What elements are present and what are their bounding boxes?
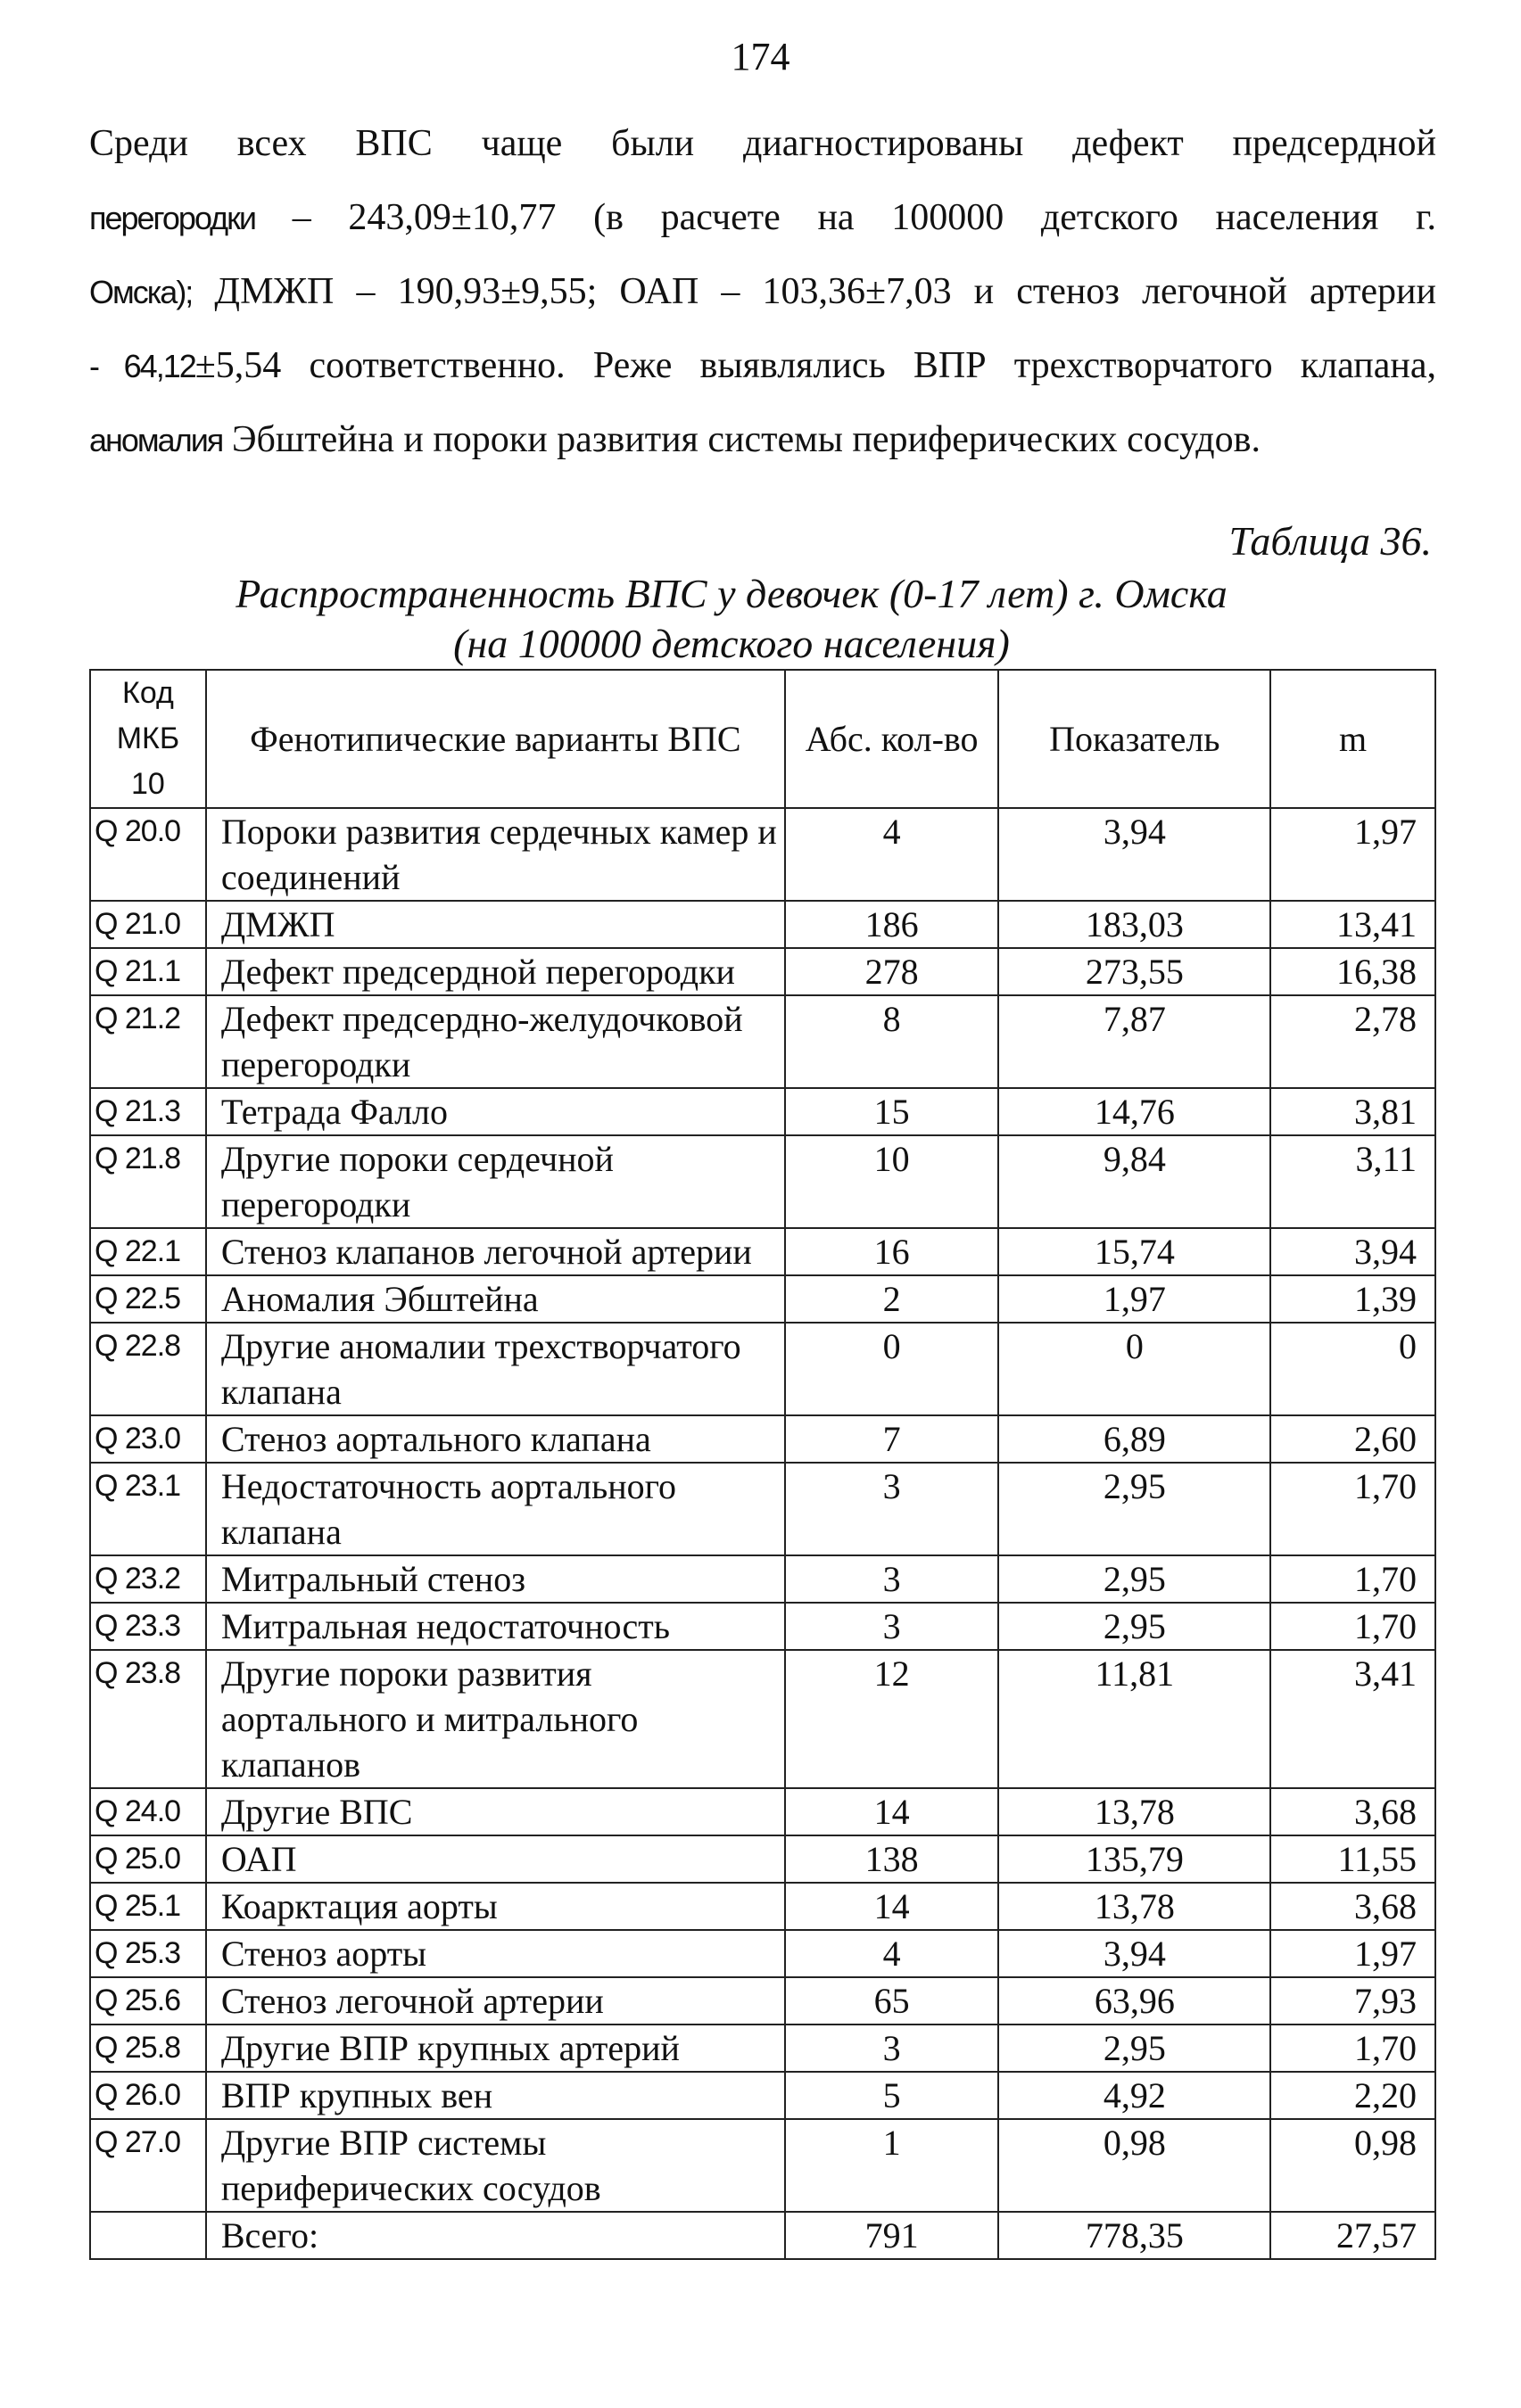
row-variant: Коарктация аорты — [206, 1883, 785, 1930]
table-row — [90, 1883, 1435, 1930]
row-m: 2,20 — [1270, 2072, 1435, 2119]
row-code: Q 21.8 — [90, 1135, 206, 1228]
header-variant: Фенотипические варианты ВПС — [206, 670, 785, 808]
row-rate: 13,78 — [998, 1788, 1270, 1835]
row-code: Q 25.0 — [90, 1835, 206, 1883]
row-count: 8 — [785, 995, 999, 1088]
row-count: 3 — [785, 1555, 999, 1603]
table-row — [90, 1603, 1435, 1650]
total-rate: 778,35 — [998, 2212, 1270, 2259]
row-count: 16 — [785, 1228, 999, 1275]
row-count: 5 — [785, 2072, 999, 2119]
row-m: 3,41 — [1270, 1650, 1435, 1788]
header-m: m — [1270, 670, 1435, 808]
total-code-cell — [90, 2212, 206, 2259]
row-m: 11,55 — [1270, 1835, 1435, 1883]
table-title-line: (на 100000 детского населения) — [453, 621, 1010, 666]
row-m: 2,60 — [1270, 1415, 1435, 1463]
row-m: 1,70 — [1270, 1555, 1435, 1603]
row-m: 3,68 — [1270, 1788, 1435, 1835]
table-row — [90, 2119, 1435, 2212]
row-code: Q 24.0 — [90, 1788, 206, 1835]
row-variant: Митральная недостаточность — [206, 1603, 785, 1650]
row-code: Q 23.1 — [90, 1463, 206, 1555]
table-label: Таблица 36. — [1228, 518, 1432, 564]
row-rate: 0,98 — [998, 2119, 1270, 2212]
row-code: Q 22.5 — [90, 1275, 206, 1323]
row-count: 4 — [785, 808, 999, 901]
row-variant: Стеноз легочной артерии — [206, 1977, 785, 2025]
table-row — [90, 1788, 1435, 1835]
header-rate: Показатель — [998, 670, 1270, 808]
row-variant: Дефект предсердно-желудочковой перегородки — [206, 995, 785, 1088]
row-count: 278 — [785, 948, 999, 995]
paragraph-line: Среди всех ВПС чаще были диагностированы дефект предсердной — [89, 123, 1436, 164]
table-row — [90, 1930, 1435, 1977]
row-rate: 9,84 — [998, 1135, 1270, 1228]
row-code: Q 22.8 — [90, 1323, 206, 1415]
row-count: 3 — [785, 1603, 999, 1650]
row-rate: 183,03 — [998, 901, 1270, 948]
paragraph-line: аномалия Эбштейна и пороки развития системы периферических сосудов. — [89, 419, 1261, 460]
row-count: 138 — [785, 1835, 999, 1883]
row-count: 4 — [785, 1930, 999, 1977]
row-variant: Аномалия Эбштейна — [206, 1275, 785, 1323]
row-variant: Стеноз аорты — [206, 1930, 785, 1977]
row-code: Q 21.2 — [90, 995, 206, 1088]
row-m: 3,94 — [1270, 1228, 1435, 1275]
row-code: Q 21.1 — [90, 948, 206, 995]
row-variant: Митральный стеноз — [206, 1555, 785, 1603]
row-rate: 4,92 — [998, 2072, 1270, 2119]
table-row — [90, 1463, 1435, 1555]
row-count: 15 — [785, 1088, 999, 1135]
table-row — [90, 901, 1435, 948]
table-row — [90, 2072, 1435, 2119]
row-variant: Дефект предсердной перегородки — [206, 948, 785, 995]
row-rate: 2,95 — [998, 1463, 1270, 1555]
page-number: 174 — [731, 35, 790, 78]
body-paragraph — [89, 107, 1436, 477]
row-count: 0 — [785, 1323, 999, 1415]
row-m: 2,78 — [1270, 995, 1435, 1088]
header-count: Абс. кол-во — [785, 670, 999, 808]
row-m: 3,81 — [1270, 1088, 1435, 1135]
row-code: Q 23.8 — [90, 1650, 206, 1788]
table-title-line: Распространенность ВПС у девочек (0-17 лет) г. Омска — [236, 571, 1228, 616]
row-rate: 7,87 — [998, 995, 1270, 1088]
total-m: 27,57 — [1270, 2212, 1435, 2259]
row-rate: 15,74 — [998, 1228, 1270, 1275]
paragraph-line: Омска); ДМЖП – 190,93±9,55; ОАП – 103,36±7,03 и стеноз легочной артерии — [89, 271, 1436, 312]
row-code: Q 26.0 — [90, 2072, 206, 2119]
row-count: 186 — [785, 901, 999, 948]
table-row — [90, 1228, 1435, 1275]
row-rate: 1,97 — [998, 1275, 1270, 1323]
row-code: Q 21.3 — [90, 1088, 206, 1135]
row-variant: ОАП — [206, 1835, 785, 1883]
row-m: 1,70 — [1270, 2025, 1435, 2072]
row-m: 0,98 — [1270, 2119, 1435, 2212]
row-count: 1 — [785, 2119, 999, 2212]
paragraph-line: перегородки – 243,09±10,77 (в расчете на 100000 детского населения г. — [89, 197, 1436, 238]
header-code: Код МКБ 10 — [90, 670, 206, 808]
table-row — [90, 1135, 1435, 1228]
row-rate: 2,95 — [998, 2025, 1270, 2072]
row-m: 3,68 — [1270, 1883, 1435, 1930]
row-code: Q 22.1 — [90, 1228, 206, 1275]
table-row — [90, 995, 1435, 1088]
row-variant: Стеноз аортального клапана — [206, 1415, 785, 1463]
row-code: Q 25.1 — [90, 1883, 206, 1930]
row-variant: Другие пороки сердечной перегородки — [206, 1135, 785, 1228]
row-m: 3,11 — [1270, 1135, 1435, 1228]
table-row — [90, 1323, 1435, 1415]
row-count: 7 — [785, 1415, 999, 1463]
row-code: Q 25.6 — [90, 1977, 206, 2025]
total-count: 791 — [785, 2212, 999, 2259]
table-row — [90, 2025, 1435, 2072]
row-variant: ДМЖП — [206, 901, 785, 948]
table-row — [90, 1275, 1435, 1323]
row-variant: Другие ВПР крупных артерий — [206, 2025, 785, 2072]
table-row — [90, 1555, 1435, 1603]
row-variant: Тетрада Фалло — [206, 1088, 785, 1135]
row-variant: Недостаточность аортального клапана — [206, 1463, 785, 1555]
table-body — [90, 808, 1435, 2212]
row-code: Q 25.8 — [90, 2025, 206, 2072]
row-code: Q 23.2 — [90, 1555, 206, 1603]
prevalence-table — [89, 669, 1436, 2260]
row-code: Q 27.0 — [90, 2119, 206, 2212]
table-title — [0, 569, 1463, 669]
table-row — [90, 808, 1435, 901]
row-code: Q 25.3 — [90, 1930, 206, 1977]
table-total-row — [90, 2212, 1435, 2259]
row-rate: 11,81 — [998, 1650, 1270, 1788]
row-code: Q 21.0 — [90, 901, 206, 948]
row-rate: 14,76 — [998, 1088, 1270, 1135]
table-header-row — [90, 670, 1435, 808]
table-row — [90, 1835, 1435, 1883]
row-rate: 273,55 — [998, 948, 1270, 995]
row-code: Q 20.0 — [90, 808, 206, 901]
row-variant: ВПР крупных вен — [206, 2072, 785, 2119]
row-variant: Другие аномалии трехстворчатого клапана — [206, 1323, 785, 1415]
row-rate: 135,79 — [998, 1835, 1270, 1883]
row-rate: 13,78 — [998, 1883, 1270, 1930]
row-m: 7,93 — [1270, 1977, 1435, 2025]
row-rate: 3,94 — [998, 1930, 1270, 1977]
paragraph-line: - 64,12±5,54 соответственно. Реже выявлялись ВПР трехстворчатого клапана, — [89, 345, 1437, 386]
row-variant: Другие пороки развития аортального и митрального клапанов — [206, 1650, 785, 1788]
table-row — [90, 1977, 1435, 2025]
row-code: Q 23.0 — [90, 1415, 206, 1463]
row-variant: Другие ВПС — [206, 1788, 785, 1835]
row-rate: 2,95 — [998, 1603, 1270, 1650]
row-count: 14 — [785, 1883, 999, 1930]
row-count: 10 — [785, 1135, 999, 1228]
row-count: 65 — [785, 1977, 999, 2025]
row-m: 0 — [1270, 1323, 1435, 1415]
row-m: 1,70 — [1270, 1463, 1435, 1555]
row-m: 1,39 — [1270, 1275, 1435, 1323]
row-variant: Стеноз клапанов легочной артерии — [206, 1228, 785, 1275]
table-row — [90, 1415, 1435, 1463]
row-count: 3 — [785, 1463, 999, 1555]
row-rate: 2,95 — [998, 1555, 1270, 1603]
row-rate: 6,89 — [998, 1415, 1270, 1463]
row-rate: 63,96 — [998, 1977, 1270, 2025]
table-row — [90, 1088, 1435, 1135]
row-variant: Другие ВПР системы периферических сосудов — [206, 2119, 785, 2212]
row-variant: Пороки развития сердечных камер и соединений — [206, 808, 785, 901]
row-m: 1,97 — [1270, 1930, 1435, 1977]
table-row — [90, 1650, 1435, 1788]
row-m: 13,41 — [1270, 901, 1435, 948]
row-count: 14 — [785, 1788, 999, 1835]
row-count: 2 — [785, 1275, 999, 1323]
row-code: Q 23.3 — [90, 1603, 206, 1650]
row-count: 12 — [785, 1650, 999, 1788]
table-row — [90, 948, 1435, 995]
row-rate: 0 — [998, 1323, 1270, 1415]
total-label: Всего: — [206, 2212, 785, 2259]
row-m: 1,70 — [1270, 1603, 1435, 1650]
row-m: 1,97 — [1270, 808, 1435, 901]
row-rate: 3,94 — [998, 808, 1270, 901]
row-m: 16,38 — [1270, 948, 1435, 995]
row-count: 3 — [785, 2025, 999, 2072]
